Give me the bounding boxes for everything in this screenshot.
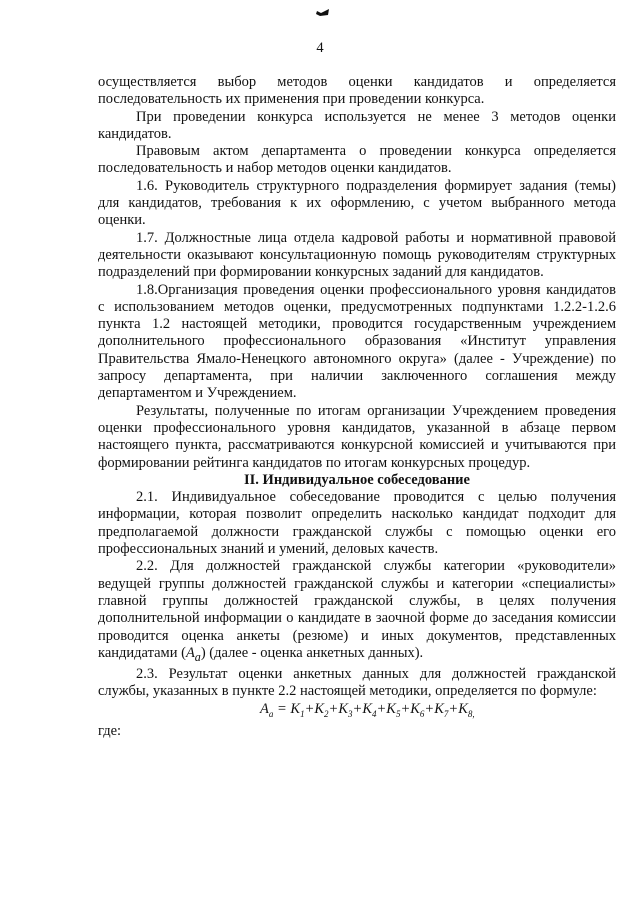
formula-term: $K_{8,}$ bbox=[458, 700, 475, 719]
formula-operator: + bbox=[304, 700, 315, 717]
formula-operator: + bbox=[376, 700, 387, 717]
formula-term: $K_6$ bbox=[410, 700, 425, 719]
formula-operator: + bbox=[352, 700, 363, 717]
formula-terms bbox=[290, 701, 474, 717]
formula-term: $K_1$ bbox=[290, 700, 305, 719]
paragraph: При проведении конкурса используется не менее 3 методов оценки кандидатов. bbox=[98, 108, 616, 142]
formula bbox=[98, 701, 616, 723]
formula-equals: = bbox=[273, 700, 291, 717]
formula-term: $K_7$ bbox=[434, 700, 449, 719]
paragraph: 1.7. Должностные лица отдела кадровой работы и нормативной правовой деятельности оказывают консультационную помощь руководителям структурных подразделений при формировании конкурсных заданий для кандидатов. bbox=[98, 229, 616, 281]
formula-operator: + bbox=[424, 700, 435, 717]
paragraph: Результаты, полученные по итогам организации Учреждением проведения оценки профессионального уровня кандидатов, указанной в абзаце первом настоящего пункта, рассматриваются конкурсной комиссией и учитываются при формировании рейтинга кандидатов по итогам конкурсных процедур. bbox=[98, 402, 616, 471]
where-label: где: bbox=[98, 722, 122, 739]
page-number: 4 bbox=[316, 40, 324, 56]
section-heading: II. Индивидуальное собеседование bbox=[244, 471, 470, 488]
formula-lhs: $A_a$ bbox=[260, 700, 274, 719]
paragraph: 2.1. Индивидуальное собеседование проводится с целью получения информации, которая позволит определить насколько кандидат подходит для предполагаемой должности гражданской службы с помощью оценки его профессиональных знаний и умений, деловых качеств. bbox=[98, 489, 616, 558]
paragraph: 1.8.Организация проведения оценки профессионального уровня кандидатов с использованием методов оценки, предусмотренных подпунктами 1.2.2-1.2.6 пункта 1.2 настоящей методики, проводится государственным учреждением дополнительного профессионального образования «Институт управления Правительства Ямало-Ненецкого автономного округа» (далее - Учреждение) по запросу департамента, при наличии заключенного соглашения между департаментом и Учреждением. bbox=[98, 281, 616, 402]
formula-operator: + bbox=[328, 700, 339, 717]
paragraph-text: ) (далее - оценка анкетных данных). bbox=[200, 644, 424, 661]
formula-term: $K_5$ bbox=[386, 700, 401, 719]
document-body bbox=[98, 74, 616, 740]
paragraph: Правовым актом департамента о проведении конкурса определяется последовательность и набор методов оценки кандидатов. bbox=[98, 143, 616, 177]
formula-term: $K_4$ bbox=[362, 700, 377, 719]
formula-term: $K_3$ bbox=[338, 700, 353, 719]
paragraph: 2.3. Результат оценки анкетных данных для должностей гражданской службы, указанных в пункте 2.2 настоящей методики, определяется по формуле: bbox=[98, 665, 616, 700]
formula-operator: + bbox=[448, 700, 459, 717]
paragraph: осуществляется выбор методов оценки кандидатов и определяется последовательность их применения при проведении конкурса. bbox=[98, 74, 616, 108]
paragraph-text: 2.2. Для должностей гражданской службы категории «руководители» ведущей группы должностей гражданской службы и категории «специалисты» главной группы должностей гражданской службы, в целях получения дополнительной информации о кандидате в заочной форме до заседания комиссии проводится оценка анкеты (резюме) и иных документов, представленных кандидатами ( bbox=[98, 558, 616, 661]
paragraph bbox=[98, 558, 616, 666]
formula-symbol: $A_a$ bbox=[185, 644, 201, 664]
formula-operator: + bbox=[400, 700, 411, 717]
paragraph: 1.6. Руководитель структурного подразделения формирует задания (темы) для кандидатов, требования к их оформлению, с учетом выбранного метода оценки. bbox=[98, 177, 616, 229]
formula-term: $K_2$ bbox=[314, 700, 329, 719]
scan-mark bbox=[316, 8, 330, 17]
